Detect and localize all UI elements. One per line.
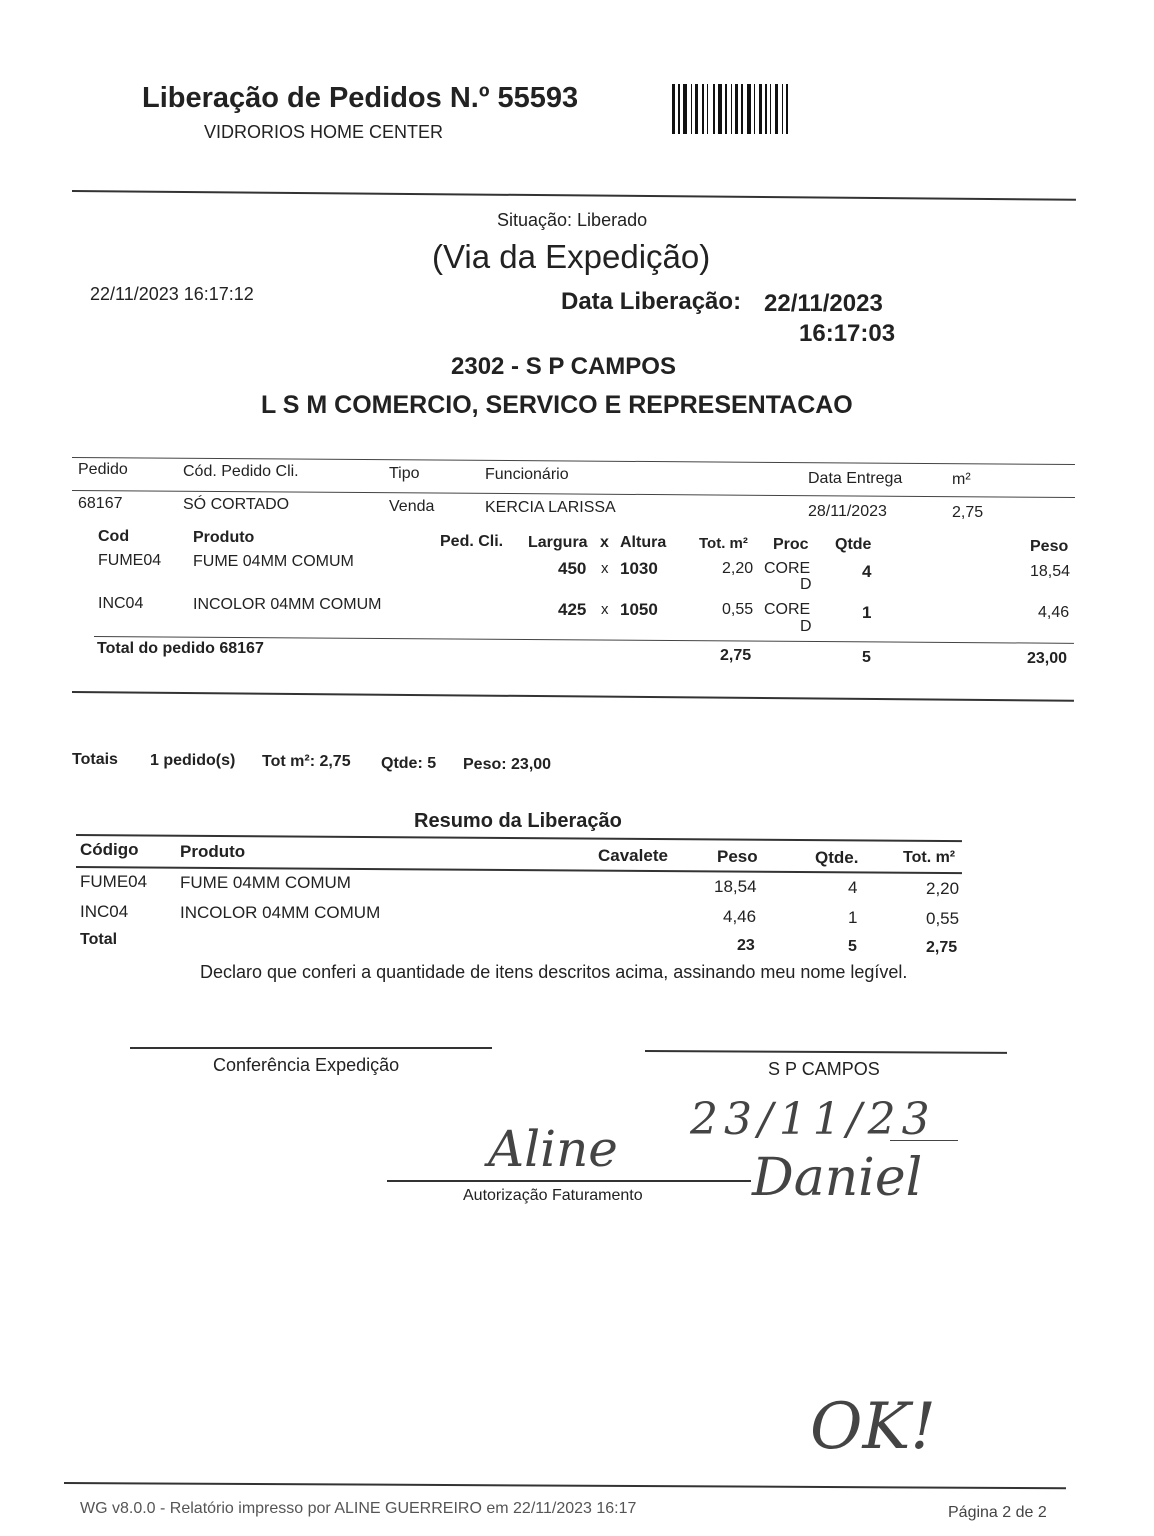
item-1-largura: 450 <box>558 559 587 578</box>
order-total-peso: 23,00 <box>1027 650 1068 667</box>
footer-printed-by: WG v8.0.0 - Relatório impresso por ALINE GUERREIRO em 22/11/2023 16:17 <box>80 1500 637 1517</box>
item-1-altura: 1030 <box>620 559 658 578</box>
order-tipo: Venda <box>389 498 435 515</box>
totais-qtde: Qtde: 5 <box>381 755 437 772</box>
order-total-qtde: 5 <box>862 649 871 666</box>
resumo-produto-header: Produto <box>180 842 246 861</box>
item-2-qtde: 1 <box>862 603 872 622</box>
item-2-tot-m2: 0,55 <box>722 601 754 618</box>
item-1-peso: 18,54 <box>1030 563 1071 580</box>
item-altura-header: Altura <box>620 534 667 551</box>
order-total-tot-m2: 2,75 <box>720 647 752 664</box>
resumo-total-tot-m2: 2,75 <box>926 939 958 956</box>
resumo-peso-header: Peso <box>717 847 758 866</box>
item-ped-cli-header: Ped. Cli. <box>440 533 504 550</box>
totais-tot-m2: Tot m²: 2,75 <box>262 753 351 770</box>
totais-label: Totais <box>72 751 118 768</box>
resumo-cavalete-header: Cavalete <box>598 846 668 865</box>
document-title: Liberação de Pedidos N.º 55593 <box>142 82 579 114</box>
item-2-largura: 425 <box>558 600 587 619</box>
resumo-row-2-peso: 4,46 <box>723 907 757 926</box>
item-1-proc-2: D <box>800 576 812 593</box>
item-produto-header: Produto <box>193 529 255 546</box>
item-2-x: x <box>601 601 609 618</box>
handwritten-date: 23/11/23 <box>690 1094 936 1145</box>
resumo-row-1-qtde: 4 <box>848 878 858 897</box>
item-tot-m2-header: Tot. m² <box>699 535 748 552</box>
resumo-total-qtde: 5 <box>848 938 857 955</box>
order-funcionario: KERCIA LARISSA <box>485 499 616 516</box>
company-name: VIDRORIOS HOME CENTER <box>204 122 444 142</box>
order-m2: 2,75 <box>952 504 984 521</box>
autorizacao-signature-line <box>387 1180 751 1182</box>
resumo-codigo-header: Código <box>80 840 139 859</box>
resumo-title: Resumo da Liberação <box>414 810 622 832</box>
print-datetime: 22/11/2023 16:17:12 <box>90 284 254 304</box>
handwritten-ok: OK! <box>810 1390 936 1464</box>
col-tipo-header: Tipo <box>389 465 420 482</box>
sp-campos-signature-line <box>645 1050 1007 1054</box>
data-liberacao-time: 16:17:03 <box>799 320 896 347</box>
item-1-x: x <box>601 560 609 577</box>
conferencia-label: Conferência Expedição <box>213 1055 400 1075</box>
autorizacao-label: Autorização Faturamento <box>463 1187 643 1204</box>
header-divider <box>72 190 1076 201</box>
conferencia-signature-line <box>130 1047 492 1049</box>
col-funcionario-header: Funcionário <box>485 466 569 483</box>
client-code: 2302 - S P CAMPOS <box>451 353 676 380</box>
item-1-produto: FUME 04MM COMUM <box>193 553 354 570</box>
resumo-tot-m2-header: Tot. m² <box>903 849 956 866</box>
situacao-label: Situação: Liberado <box>497 210 648 230</box>
resumo-row-1-produto: FUME 04MM COMUM <box>180 873 351 892</box>
resumo-row-1-peso: 18,54 <box>714 877 757 896</box>
item-qtde-header: Qtde <box>835 536 872 553</box>
resumo-row-1-codigo: FUME04 <box>80 872 148 891</box>
item-2-proc-1: CORE <box>764 601 811 618</box>
totais-pedidos: 1 pedido(s) <box>150 752 236 769</box>
resumo-row-2-qtde: 1 <box>848 908 858 927</box>
col-pedido-header: Pedido <box>78 461 128 478</box>
declaration-text: Declaro que conferi a quantidade de itens descritos acima, assinando meu nome legível. <box>200 962 908 982</box>
order-pedido: 68167 <box>78 495 123 512</box>
order-cod-pedido-cli: SÓ CORTADO <box>183 496 290 513</box>
resumo-total-peso: 23 <box>737 937 755 954</box>
item-2-proc-2: D <box>800 618 812 635</box>
item-proc-header: Proc <box>773 536 809 553</box>
item-2-cod: INC04 <box>98 595 144 612</box>
totais-peso: Peso: 23,00 <box>463 756 552 773</box>
col-m2-header: m² <box>952 471 971 488</box>
item-largura-header: Largura <box>528 534 588 551</box>
client-name: L S M COMERCIO, SERVICO E REPRESENTACAO <box>261 391 853 419</box>
handwritten-date-underline <box>890 1140 958 1141</box>
item-cod-header: Cod <box>98 528 130 545</box>
item-peso-header: Peso <box>1030 538 1069 555</box>
resumo-row-2-tot-m2: 0,55 <box>926 909 960 928</box>
item-1-cod: FUME04 <box>98 552 162 569</box>
resumo-qtde-header: Qtde. <box>815 848 859 867</box>
via-expedicao: (Via da Expedição) <box>432 238 711 275</box>
footer-rule <box>64 1482 1066 1489</box>
resumo-top-rule <box>76 834 962 842</box>
order-data-entrega: 28/11/2023 <box>808 503 887 520</box>
resumo-total-label: Total <box>80 931 118 948</box>
resumo-row-1-tot-m2: 2,20 <box>926 879 960 898</box>
data-liberacao-date: 22/11/2023 <box>764 290 883 317</box>
col-data-entrega-header: Data Entrega <box>808 470 903 487</box>
item-x-header: x <box>600 534 609 551</box>
barcode-icon <box>670 84 848 136</box>
item-2-altura: 1050 <box>620 600 658 619</box>
item-2-produto: INCOLOR 04MM COMUM <box>193 596 382 613</box>
sp-campos-label: S P CAMPOS <box>768 1059 880 1079</box>
resumo-row-2-produto: INCOLOR 04MM COMUM <box>180 903 381 922</box>
order-total-label: Total do pedido 68167 <box>97 640 264 657</box>
data-liberacao-label: Data Liberação: <box>561 288 742 315</box>
handwritten-signature-daniel: Daniel <box>752 1148 923 1208</box>
order-table-bottom-rule <box>72 691 1074 702</box>
item-2-peso: 4,46 <box>1038 604 1070 621</box>
footer-page-number: Página 2 de 2 <box>948 1504 1047 1521</box>
handwritten-signature-aline: Aline <box>488 1120 618 1178</box>
col-cod-pedido-cli-header: Cód. Pedido Cli. <box>183 463 299 480</box>
item-1-qtde: 4 <box>862 562 872 581</box>
item-1-tot-m2: 2,20 <box>722 560 754 577</box>
resumo-row-2-codigo: INC04 <box>80 902 129 921</box>
item-1-proc-1: CORE <box>764 560 811 577</box>
